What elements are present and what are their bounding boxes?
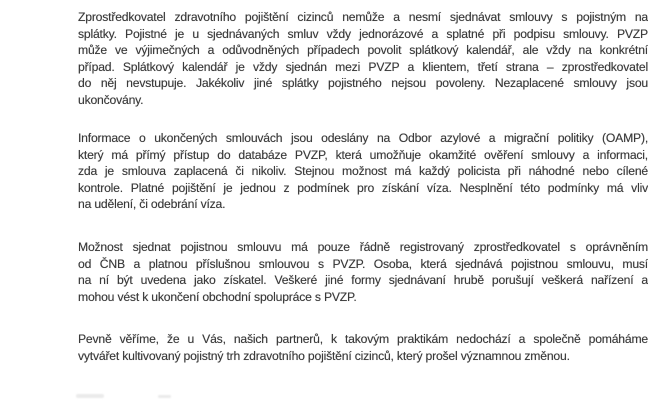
text-line: který má přímý přístup do databáze PVZP, která umožňuje okamžité ověření smlouvy a informaci, <box>78 147 648 162</box>
text-line: Možnost sjednat pojistnou smlouvu má pouze řádně registrovaný zprostředkovatel s oprávněním <box>78 240 648 254</box>
text-line: případ. Splátkový kalendář je vždy sjednán mezi PVZP a klientem, třetí strana – zprostředkovatel <box>78 59 648 74</box>
paragraph-broker-requirements <box>78 239 648 305</box>
text-line: kontrole. Platné pojištění je jednou z podmínek pro získání víza. Nesplnění této podmínky má vliv <box>78 180 648 195</box>
paragraph-oamp-verification <box>78 130 648 213</box>
text-line: zda je smlouva zaplacená či nikoliv. Stejnou možnost má každý policista při náhodné nebo cílené <box>78 164 648 179</box>
text-line: splátky. Pojistné je u sjednávaných smluv vždy jednorázové a splatné při podpisu smlouvy. PVZP <box>78 26 648 41</box>
text-line: od ČNB a platnou příslušnou smlouvou s PVZP. Osoba, která sjednává pojistnou smlouvu, musí <box>78 256 648 271</box>
cutoff-text-remnant <box>158 395 171 398</box>
text-line: mohou vést k ukončení obchodní spolupráce s PVZP. <box>78 289 357 304</box>
paragraph-payment-terms <box>78 9 648 109</box>
text-line: Zprostředkovatel zdravotního pojištění cizinců nemůže a nesmí sjednávat smlouvy s pojistným na <box>78 10 648 24</box>
text-line: Informace o ukončených smlouvách jsou odeslány na Odbor azylové a migrační politiky (OAMP), <box>78 131 648 145</box>
text-line: vytvářet kultivovaný pojistný trh zdravotního pojištění cizinců, který prošel významnou změnou. <box>78 348 570 363</box>
text-line: Pevně věříme, že u Vás, našich partnerů, k takovým praktikám nedochází a společně pomáháme <box>78 332 648 346</box>
text-line: na ní být uvedena jako získatel. Veškeré jiné formy sjednávaní hrubě porušují veškerá nařízení a <box>78 273 648 288</box>
text-line: na udělení, či odebrání víza. <box>78 197 226 212</box>
text-line: ukončovány. <box>78 92 144 107</box>
paragraph-closing-statement <box>78 331 648 364</box>
cutoff-text-remnant <box>76 394 104 398</box>
text-line: může ve výjimečných a odůvodněných případech povolit splátkový kalendář, ale vždy na konkrétní <box>78 43 648 58</box>
text-line: do něj nevstupuje. Jakékoliv jiné splátky pojistného nejsou povoleny. Nezaplacené smlouvy jsou <box>78 76 648 91</box>
